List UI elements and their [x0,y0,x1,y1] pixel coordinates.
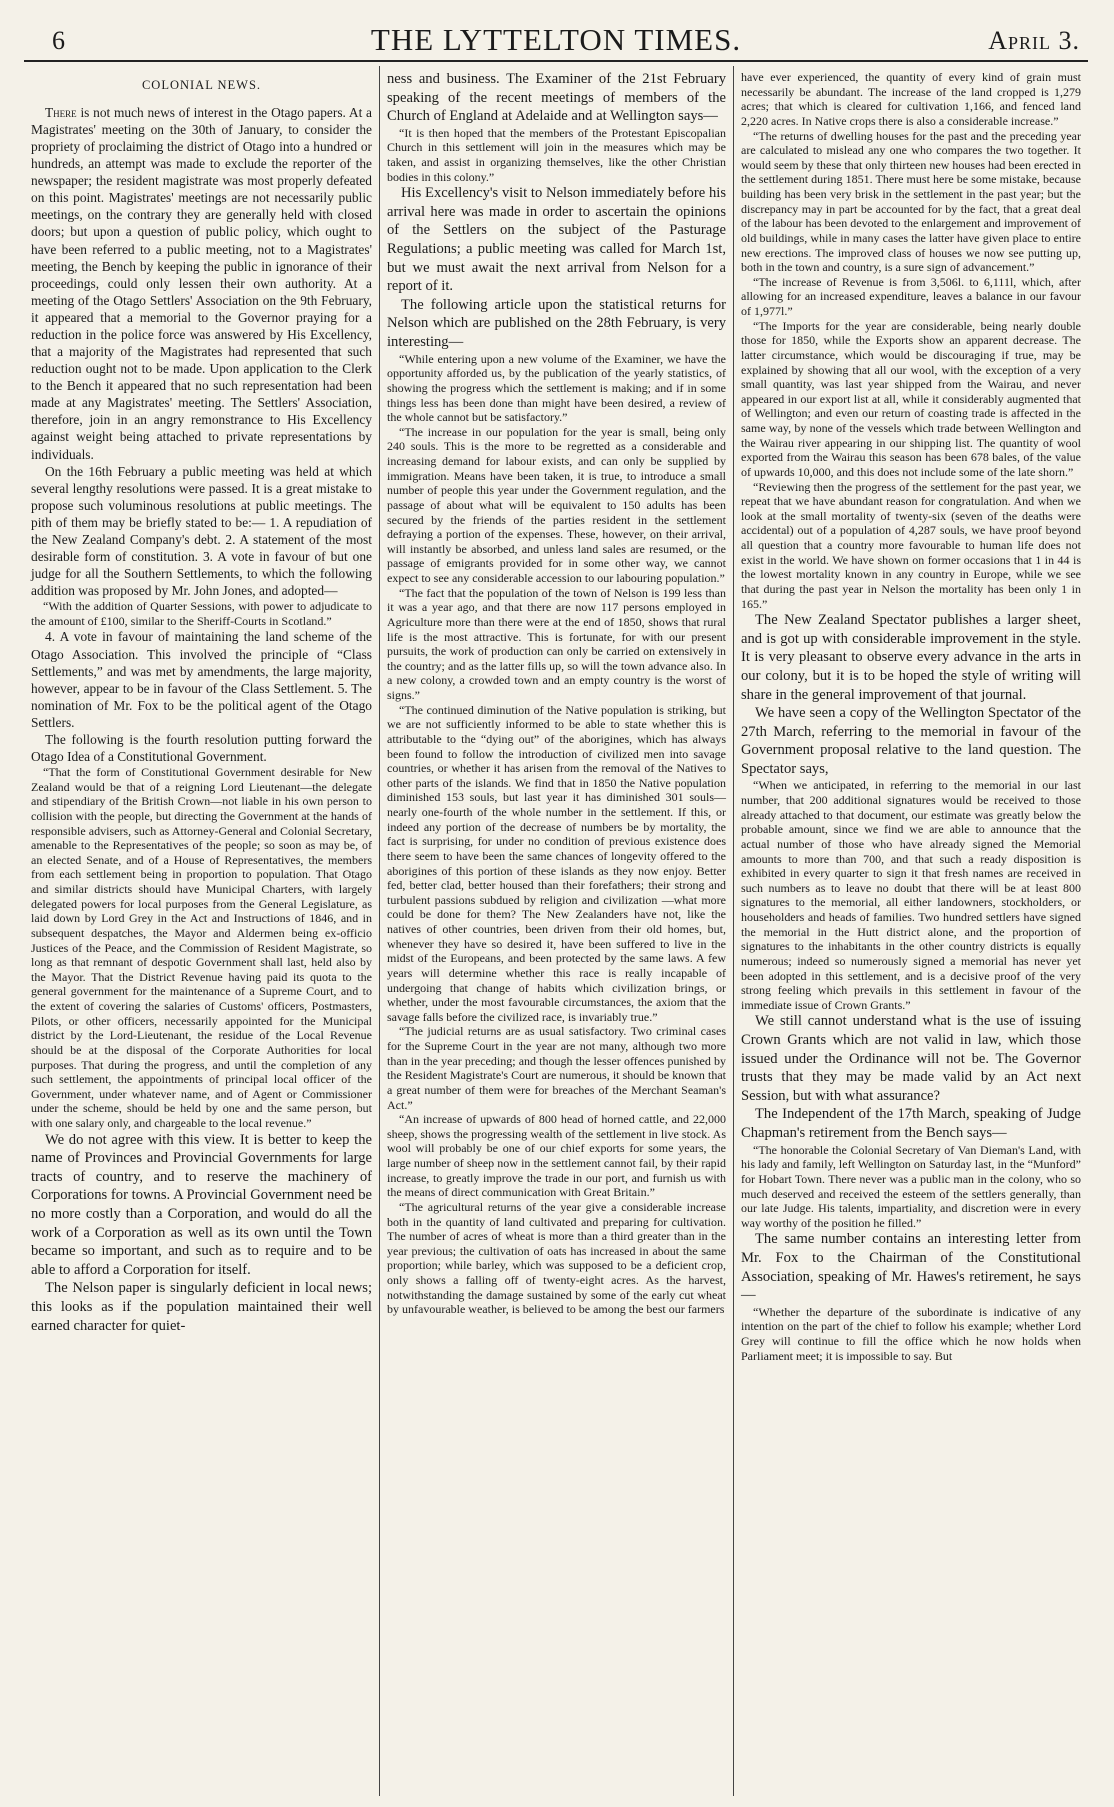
paragraph-text: The same number contains an interesting letter from Mr. Fox to the Chairman of the Constitutional Association, speaking of Mr. Hawes's retirement, he says— [741,1231,1081,1304]
paragraph [741,611,1081,704]
paragraph-text: “The judicial returns are as usual satisfactory. Two criminal cases for the Supreme Court in the year are not many, although two more than in the year preceding; and though the lesser offences punished by the Resident Magistrate's Court are numerous, it should be known that a great number of them were for breaches of the Merchant Seaman's Act.” [387,1024,726,1112]
newspaper-title: THE LYTTELTON TIMES. [370,22,742,57]
paragraph [31,1279,372,1335]
issue-date: April 3. [988,26,1080,55]
paragraph-text: On the 16th February a public meeting was held at which several lengthy resolutions were passed. It is a great mistake to propose such voluminous resolutions at public meetings. The pith of them may be briefly stated to be:— 1. A repudiation of the New Zealand Company's debt. 2. A statement of the most desirable form of constitution. 3. A vote in favour of but one judge for all the Southern Settlements, to which the following addition was proposed by Mr. John Jones, and adopted— [31,463,372,599]
paragraph [741,129,1081,275]
paragraph-text: The Independent of the 17th March, speaking of Judge Chapman's retirement from the Bench says— [741,1106,1081,1142]
paragraph [741,275,1081,319]
paragraph [387,586,726,703]
paragraph [387,1112,726,1200]
paragraph [31,463,372,600]
paragraph-text: “The fact that the population of the town of Nelson is 199 less than it was a year ago, and that there are now 117 persons employed in Agriculture more than there were at the end of 1850, shows that rural life is the most attractive. This is fortunate, for with our present pursuits, the work of production can only be carried on extensively in the country; and as the latter fills up, so will the town advance also. In a new colony, a crowded town and an empty country is the worst of signs.” [387,585,726,702]
paragraph [387,70,726,126]
paragraph [741,1230,1081,1304]
paragraph-text: “Whether the departure of the subordinate is indicative of any intention on the part of the chief to follow his example; whether Lord Grey will continue to fill the office which he now holds when Parliament meet; it is impossible to say. But [741,1304,1081,1363]
paragraph [741,1012,1081,1105]
paragraph [31,731,372,765]
lead-word: There [45,104,77,120]
paragraph-text: 4. A vote in favour of maintaining the land scheme of the Otago Association. This involved the principle of “Class Settlements,” and was met by amendments, the large majority, however, appear to be in favour of the Class Settlement. 5. The nomination of Mr. Fox to be the political agent of the Otago Settlers. [31,629,372,730]
paragraph [387,184,726,296]
paragraph-text: “The continued diminution of the Native population is striking, but we are not sufficiently informed to be able to state whether this is attributable to the “dying out” of the aborigines, which has always been found to follow the introduction of civilized men into savage countries, or whether it has arisen from the removal of the Natives to other parts of the islands. We find that in 1850 the Native population diminished 153 souls, but last year it has diminished 301 souls—nearly one-fourth of the whole number in the settlement. If this, or indeed any portion of the decrease of numbers be by mortality, the fact is surprising, for under no condition of previous existence does there seem to have been the same chances of longevity offered to the aborigines of this portion of these islands as they now enjoy. Better fed, better clad, better housed than their forefathers; their strong and turbulent passions subdued by religion and civilization —what more could be done for them? The New Zealanders have not, like the natives of other countries, been driven from their old homes, but, whenever they have so desired it, have been suffered to live in the midst of the Europeans, and been protected by the same laws. A few years will determine whether this race is really incapable of undergoing that change of habits which civilization brings, or whether, under the most favourable circumstances, the axiom that the savage falls before the civilized race, is invariably true.” [387,702,726,1024]
page-number: 6 [52,26,65,55]
paragraph-text: “The increase of Revenue is from 3,506l. to 6,111l, which, after allowing for an increased expenditure, leaves a balance in our favour of 1,977l.” [741,274,1081,318]
paragraph-text: The following is the fourth resolution putting forward the Otago Idea of a Constitutional Government. [31,731,372,764]
paragraph [741,1143,1081,1231]
column-1 [24,66,379,1796]
section-heading: COLONIAL NEWS. [141,78,262,92]
paragraph-text: “That the form of Constitutional Government desirable for New Zealand would be that of a reigning Lord Lieutenant—the delegate and stipendiary of the British Crown—not liable in his own person to collision with the people, but directing the Government at the hands of responsible advisers, such as Attorney-General and Colonial Secretary, amenable to the Representatives of the people; so soon as may be, of an elected Senate, and of a House of Representatives, the members from each settlement being in proportion to population. That Otago and similar districts should have Municipal Charters, with largely delegated powers for local purposes from the General Legislature, as laid down by Lord Grey in the Act and Instructions of 1846, and in subsequent despatches, the Mayor and Aldermen being ex-officio Justices of the Peace, and the Commission of Resident Magistrate, so long as that remnant of despotic Government shall last, held also by the Mayor. That the District Revenue having paid its quota to the general government for the maintenance of a Supreme Court, and to the extent of covering the salaries of Customs' officers, Postmasters, Pilots, or other officers, necessarily appointed for the Municipal district by the Lord-Lieutenant, the residue of the Local Revenue should be at the disposal of the Corporate Authorities for local purposes. That during the progress, and until the completion of any such settlement, the appointments of principal local officer of the Government, under whatever name, and of Agent or Commissioner under the scheme, should be held by one and the same person, but with one salary only, and chargeable to the local revenue.” [31,765,372,1131]
masthead [24,18,1088,62]
paragraph-text: “Reviewing then the progress of the settlement for the past year, we repeat that we have abundant reason for congratulation. And when we look at the small mortality of twenty-six (seven of the deaths were accidental) out of a population of 4,287 souls, we have proof beyond all question that a country more favourable to human life does not exist in the world. We have shown on former occasions that 1 in 44 is the lowest mortality known in any country in Europe, while we see that during the past year in Nelson the mortality has been only 1 in 165.” [741,479,1081,611]
paragraph-text: The Nelson paper is singularly deficient in local news; this looks as if the population maintained their well earned character for quiet- [31,1280,372,1334]
article-columns [24,66,1088,1796]
paragraph-text: “With the addition of Quarter Sessions, with power to adjudicate to the amount of £100, similar to the Sheriff-Courts in Scotland.” [31,599,372,628]
paragraph-text: His Excellency's visit to Nelson immediately before his arrival here was made in order to ascertain the opinions of the Settlers on the subject of the Pasturage Regulations; a public meeting was called for March 1st, but we must await the next arrival from Nelson for a report of it. [387,185,726,295]
paragraph [387,126,726,185]
paragraph [387,425,726,586]
paragraph [31,628,372,730]
paragraph-text: We have seen a copy of the Wellington Spectator of the 27th March, referring to the memorial in favour of the Government proposal relative to the land question. The Spectator says, [741,705,1081,777]
paragraph-text: “When we anticipated, in referring to the memorial in our last number, that 200 additional signatures would be received to those already attached to that document, our estimate was greatly below the probable amount, since we find we are able to announce that the actual number of those who have already signed the Memorial amounts to more than 700, and that such a ready disposition is exhibited in every quarter to sign it that fresh names are received in such numbers as to leave no doubt that there will be at least 800 signatures to the memorial, all either landowners, stockholders, or householders and heads of families. Two hundred settlers have signed the memorial in the Hutt district alone, and the proportion of signatures to the inhabitants in the other country districts is equally numerous; indeed so numerously signed a memorial has never yet been adopted in this settlement, and is a decisive proof of the very strong feeling which prevails in this settlement in favour of the immediate issue of Crown Grants.” [741,778,1081,1012]
paragraph [387,1024,726,1112]
paragraph [31,765,372,1131]
paragraph-text: The following article upon the statistical returns for Nelson which are published on the 28th February, is very interesting— [387,296,726,351]
paragraph-text: “While entering upon a new volume of the Examiner, we have the opportunity afforded us, by the publication of the yearly statistics, of showing the progress which the settlement is making; and if in some things less has been done than might have been desired, a review of the whole cannot but be satisfactory.” [387,351,726,425]
paragraph [741,319,1081,480]
paragraph [741,480,1081,612]
paragraph-text: ness and business. The Examiner of the 21st February speaking of the recent meetings of members of the Church of England at Adelaide and at Wellington says— [387,71,726,125]
paragraph [741,70,1081,129]
paragraph [741,704,1081,778]
paragraph [387,352,726,425]
paragraph [741,778,1081,1012]
paragraph [741,1305,1081,1364]
paragraph-text: The New Zealand Spectator publishes a larger sheet, and is got up with considerable improvement in the style. It is very pleasant to observe every advance in the arts in our colony, but it is to be hoped the style of writing will share in the general improvement of that journal. [741,612,1081,703]
paragraph [31,104,372,463]
paragraph-text: “The returns of dwelling houses for the past and the preceding year are calculated to mislead any one who compares the two together. It would seem by these that only thirteen new houses had been erected in the settlement during 1851. There must here be some mistake, because building has been very brisk in the settlement in the past year; but the discrepancy may in part be accounted for by the fact, that a great deal of the labour has been devoted to the enlargement and improvement of old buildings, while in many cases the latter have given place to entire new erections. The improved class of houses we now see putting up, both in the town and country, is a sure sign of advancement.” [741,128,1081,275]
paragraph-text: “It is then hoped that the members of the Protestant Episcopalian Church in this settlement will join in the measures which may be taken, and assist in organizing themselves, like the other Christian bodies in this colony.” [387,125,726,184]
paragraph-text: “The increase in our population for the year is small, being only 240 souls. This is the more to be regretted as a considerable and increasing demand for labour exists, and can only be supplied by immigration. Means have been taken, it is true, to introduce a small number of people this year under the Government regulation, and the passage of about what will be equivalent to 150 adults has been secured by the friends of the parties resident in the settlement defraying a portion of the expenses. These, however, on their arrival, will instantly be absorbed, and unless land sales are resumed, or the passage of emigrants provided for in some other way, we cannot expect to see any considerable accession to our labouring population.” [387,424,726,585]
paragraph [387,703,726,1025]
paragraph-text: have ever experienced, the quantity of every kind of grain must necessarily be abundant. The increase of the land cropped is 1,279 acres; that which is cleared for cultivation 1,166, and fenced land 2,220 acres. In Native crops there is also a considerable increase.” [741,70,1081,128]
paragraph-text: “The honorable the Colonial Secretary of Van Dieman's Land, with his lady and family, left Wellington on Saturday last, in the “Munford” for Hobart Town. There never was a public man in the colony, who so much deserved and received the esteem of the settlers generally, than our late Judge. His talents, impartiality, and discretion were in every way worthy of the position he filled.” [741,1142,1081,1230]
paragraph [387,1200,726,1317]
paragraph-text: is not much news of interest in the Otago papers. At a Magistrates' meeting on the 30th of January, to consider the propriety of proclaiming the district of Otago into a hundred or hundreds, an attempt was made to exclude the reporter of the newspaper; the resident magistrate was most properly defeated on this point. Magistrates' meetings are not necessarily public meetings, on the contrary they are generally held with closed doors; but upon a question of public policy, which ought to have been referred to a public meeting, not to a Magistrates' meeting, the Bench by keeping the public in ignorance of their proceedings, could only lessen their own authority. At a meeting of the Otago Settlers' Association on the 9th February, it appeared that a memorial to the Governor praying for a reduction in the police force was answered by His Excellency, that a majority of the Magistrates had represented that such reduction ought not to be made. Upon application to the Clerk to the Bench it appeared that no such representation had been made at any Magistrates' meeting. The Settlers' Association, therefore, join in an angry remonstrance to His Excellency against weight being attached to private representations by individuals. [31,104,372,462]
paragraph-text: We still cannot understand what is the use of issuing Crown Grants which are not valid in law, which those issued under the Ordinance will not be. The Governor trusts that they may be made valid by an Act next Session, but with what assurance? [741,1013,1081,1104]
paragraph-text: “The Imports for the year are considerable, being nearly double those for 1850, while the Exports show an apparent decrease. The latter circumstance, which would be discouraging if true, may be explained by showing that all our wool, with the exception of a very small quantity, was last year shipped from the Wairau, and never appeared in our export list at all, while it considerably augmented that of Wellington; and even our return of coasting trade is affected in the same way, by none of the vessels which trade between Wellington and the Wairau river appearing in our shipping list. The quantity of wool exported from the Wairau this season has been 678 bales, of the value of upwards 10,000, and this does not include some of the late shorn.” [741,318,1081,479]
paragraph [31,1131,372,1280]
paragraph-text: “The agricultural returns of the year give a considerable increase both in the quantity of land cultivated and preparing for cultivation. The number of acres of wheat is more than a third greater than in the year previous; the cultivation of oats has increased in about the same proportion; while barley, which was supposed to be a deficient crop, only shows a falling off of twenty-eight acres. As the harvest, notwithstanding the damage sustained by some of the early cut wheat by unfavourable weather, is believed to be among the best our farmers [387,1199,726,1317]
paragraph [31,599,372,628]
column-3 [733,66,1088,1796]
paragraph [387,296,726,352]
column-2 [379,66,733,1796]
paragraph-text: “An increase of upwards of 800 head of horned cattle, and 22,000 sheep, shows the progressing wealth of the settlement in live stock. As wool will probably be one of our chief exports for some years, the large number of sheep now in the settlement cannot fail, by their rapid increase, to greatly improve the trade in our port, and furnish us with the means of direct communication with Great Britain.” [387,1112,726,1200]
paragraph [741,1105,1081,1142]
paragraph-text: We do not agree with this view. It is better to keep the name of Provinces and Provincial Governments for large tracts of country, and to reserve the machinery of Corporations for towns. A Provincial Government need be no more costly than a Corporation, and would do all the work of a Corporation as well as its own until the Town became so important, and such as to require and to be able to afford a Corporation for itself. [31,1131,372,1278]
